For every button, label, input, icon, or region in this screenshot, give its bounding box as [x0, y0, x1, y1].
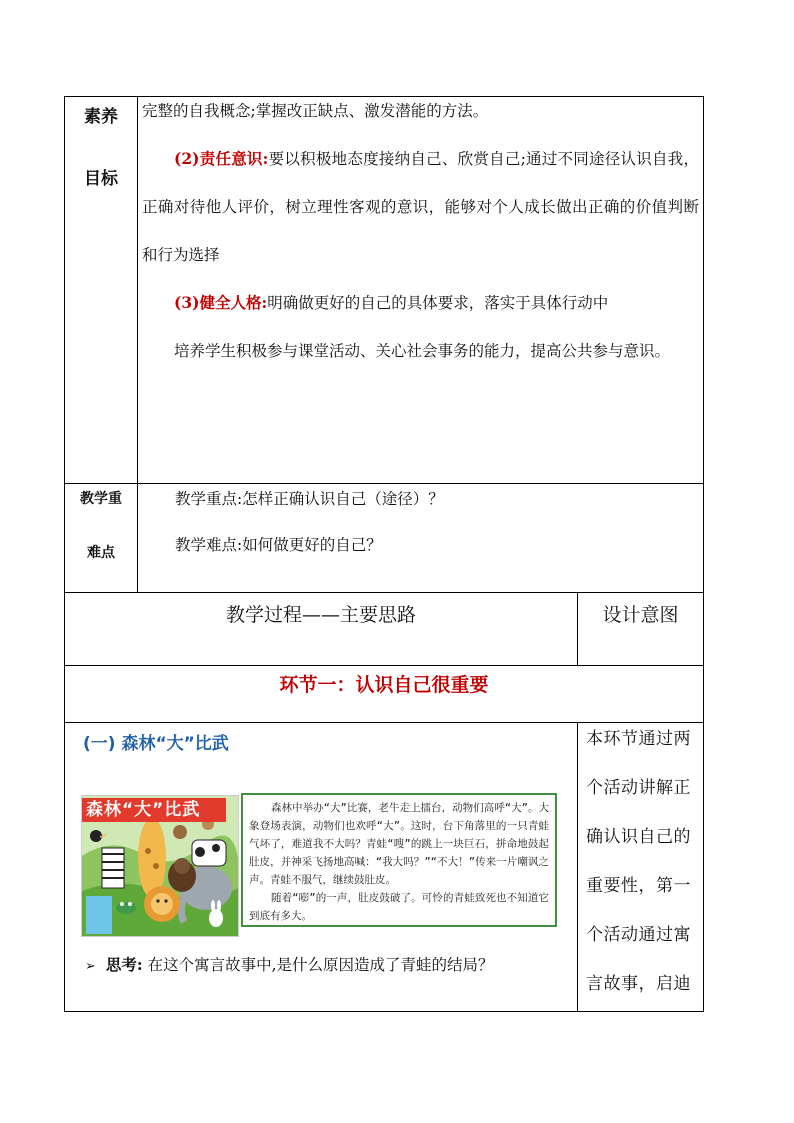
- literacy-goals-label: [65, 97, 138, 484]
- process-header-row: [65, 593, 704, 666]
- label-line: 教学重: [80, 491, 122, 507]
- item-number: (2): [174, 149, 200, 168]
- teaching-difficulty: 教学难点:如何做更好的自己？: [175, 536, 382, 554]
- design-intent-text: 本环节通过两个活动讲解正确认识自己的重要性，第一个活动通过寓言故事，启迪: [585, 729, 691, 994]
- item-text: 要以积极地态度接纳自己、欣赏自己;通过不同途径认识自我，正确对待他人评价，树立理性客观的意识，能够对个人成长做出正确的价值判断和行为选择: [142, 150, 699, 264]
- label-line: 素养: [84, 107, 118, 127]
- fable-story-box: [241, 793, 557, 927]
- item-number: (3): [174, 293, 200, 312]
- thinking-label: 思考:: [105, 955, 143, 974]
- activity-title: (一) 森林“大”比武: [83, 734, 229, 754]
- literacy-goals-row: [65, 97, 704, 484]
- thinking-question: [85, 953, 494, 975]
- process-header-main: 教学过程——主要思路: [65, 593, 578, 666]
- literacy-goals-content: [138, 97, 704, 484]
- activity-row: [65, 723, 704, 1012]
- design-intent-content: [577, 723, 703, 1012]
- story-paragraph: 森林中举办“大”比赛，老牛走上擂台，动物们高呼“大”。大象登场表演，动物们也欢呼“大”。这时，台下角落里的一只青蛙气坏了，难道我不大吗？青蛙“嗖”的跳上一块巨石，拼命地鼓起肚皮，并神采飞扬地高喊：“我大吗？”“不大！”传来一片嘲讽之声。青蛙不服气，继续鼓肚皮。: [249, 802, 549, 886]
- key-points-content: [138, 484, 704, 593]
- item-title: 责任意识:: [199, 149, 269, 168]
- forest-contest-illustration: [81, 795, 239, 937]
- label-line: 目标: [84, 169, 118, 189]
- illustration-banner: 森林“大”比武: [82, 798, 226, 822]
- label-line: 难点: [87, 545, 115, 561]
- section-title: 环节一：认识自己很重要: [65, 666, 704, 723]
- item-text: 明确做更好的自己的具体要求，落实于具体行动中: [267, 294, 609, 312]
- thinking-text: 在这个寓言故事中,是什么原因造成了青蛙的结局？: [147, 956, 494, 974]
- story-paragraph: 随着“嘭”的一声，肚皮鼓破了。可怜的青蛙致死也不知道它到底有多大。: [249, 892, 549, 922]
- teaching-focus: 教学重点:怎样正确认识自己（途径）？: [175, 490, 444, 508]
- process-header-design: 设计意图: [577, 593, 703, 666]
- goal-paragraph: 完整的自我概念;掌握改正缺点、激发潜能的方法。: [142, 102, 489, 120]
- goal-item-personality: [142, 279, 699, 327]
- section-title-row: [65, 666, 704, 723]
- arrow-bullet-icon: ➢: [85, 959, 96, 974]
- item-title: 健全人格:: [199, 293, 268, 312]
- goal-paragraph-participation: 培养学生积极参与课堂活动、关心社会事务的能力，提高公共参与意识。: [174, 342, 671, 360]
- key-points-label: [65, 484, 138, 593]
- activity-content: [65, 723, 578, 1012]
- key-points-row: [65, 484, 704, 593]
- goal-item-responsibility: [142, 135, 699, 279]
- lesson-plan-table: [64, 96, 704, 1012]
